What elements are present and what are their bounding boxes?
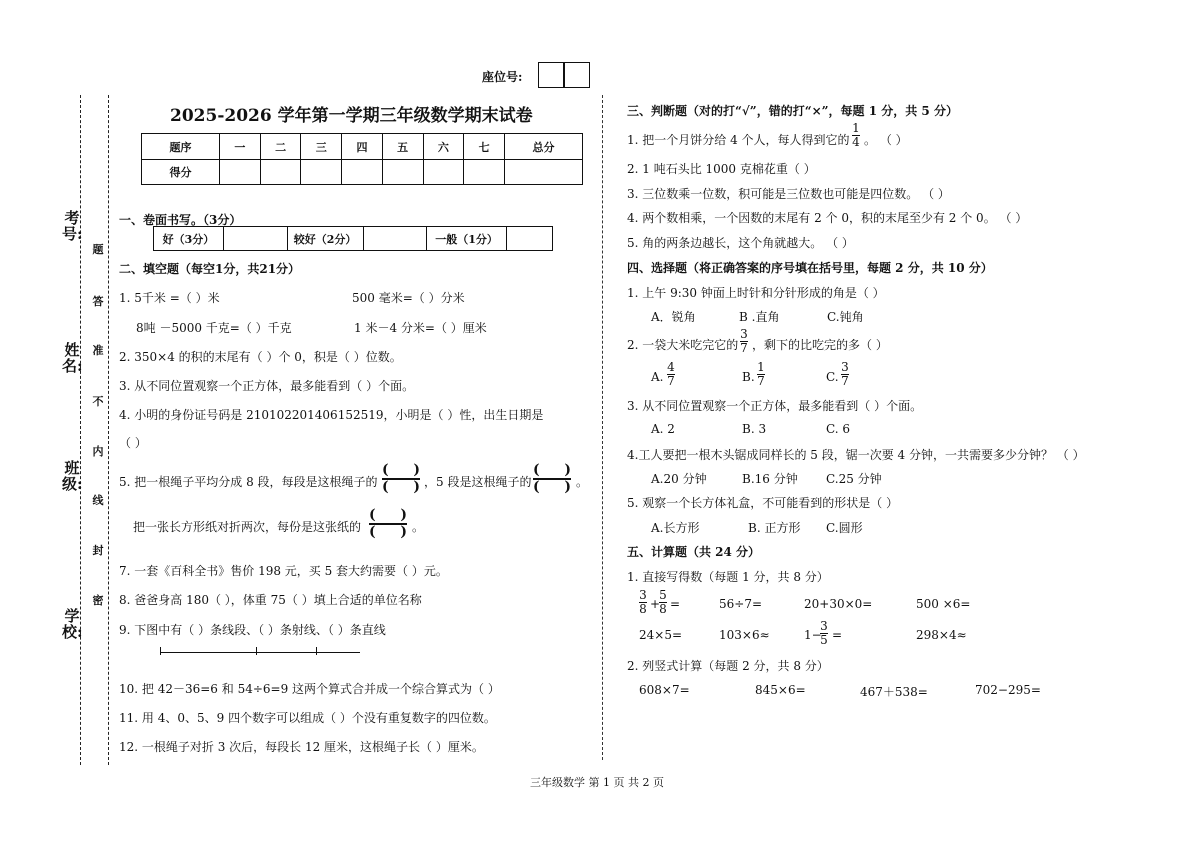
binding-char: 准 — [92, 344, 104, 357]
q2-11: 11. 用 4、0、5、9 四个数字可以组成（ ）个没有重复数字的四位数。 — [119, 711, 496, 725]
q2-10: 10. 把 42－36=6 和 54÷6=9 这两个算式合并成一个综合算式为（ ） — [119, 682, 500, 696]
calc-mixed-whole: 1− — [804, 628, 822, 642]
q3-5: 5. 角的两条边越长，这个角就越大。 （ ） — [627, 236, 854, 250]
fraction-denominator: 8 — [659, 602, 667, 616]
calc-fraction — [820, 620, 828, 647]
score-table — [141, 133, 583, 185]
fraction-denominator: 5 — [820, 633, 828, 647]
score-header: 二 — [260, 134, 301, 160]
fraction-denominator: 7 — [740, 341, 748, 355]
fraction-numerator: 4 — [667, 360, 675, 374]
fraction-numerator: 3 — [740, 327, 748, 341]
q4-5-opt-a: A.长方形 — [651, 521, 700, 535]
calc-item: 56÷7= — [719, 597, 763, 611]
score-header: 七 — [464, 134, 505, 160]
section-3-heading: 三、判断题（对的打“√”，错的打“×”，每题 1 分，共 5 分） — [627, 104, 958, 118]
fraction-denominator: 7 — [841, 374, 849, 388]
calc-item: 500 ×6= — [916, 597, 971, 611]
q9-figure-tick — [160, 647, 161, 655]
paren-right: ) — [413, 479, 420, 495]
score-header: 六 — [423, 134, 464, 160]
q2-12: 12. 一根绳子对折 3 次后，每段长 12 厘米，这根绳子长（ ）厘米。 — [119, 740, 484, 754]
q3-1-end: 。 （ ） — [864, 133, 908, 147]
binding-char: 题 — [92, 243, 104, 256]
calc-item: 24×5= — [639, 628, 683, 642]
q4-4: 4.工人要把一根木头锯成同样长的 5 段，锯一次要 4 分钟，一共需要多少分钟？ （ ） — [627, 448, 1085, 462]
q4-3-opt-a: A. 2 — [651, 422, 675, 436]
binding-char: 线 — [92, 494, 104, 507]
score-cell[interactable] — [220, 160, 261, 185]
q4-2-end: ，剩下的比吃完的多（ ） — [752, 338, 888, 352]
score-cell[interactable] — [342, 160, 383, 185]
q2-5b-pre: 把一张长方形纸对折两次，每份是这张纸的 — [133, 520, 362, 534]
q5-2-heading: 2. 列竖式计算（每题 2 分，共 8 分） — [627, 659, 829, 673]
paren-left: ( — [369, 507, 376, 523]
q4-2-opt-c-fraction — [841, 361, 849, 388]
paren-right: ) — [413, 462, 420, 478]
score-cell[interactable] — [504, 160, 582, 185]
section-5-heading: 五、计算题（共 24 分） — [627, 545, 761, 559]
score-cell[interactable] — [301, 160, 342, 185]
q4-1-opt-b: B .直角 — [739, 310, 780, 324]
q9-figure-line — [160, 652, 360, 653]
q4-2-opt-b-label: B. — [742, 370, 755, 384]
fraction-numerator: 3 — [820, 619, 828, 633]
grade-fair-label: 较好（2分） — [287, 227, 363, 251]
q2-5b-end: 。 — [412, 520, 425, 534]
seat-box-2[interactable] — [564, 62, 590, 88]
fraction-denominator: 8 — [639, 602, 647, 616]
q4-5: 5. 观察一个长方体礼盒，不可能看到的形状是（ ） — [627, 496, 899, 510]
score-header: 一 — [220, 134, 261, 160]
q4-5-opt-b: B. 正方形 — [748, 521, 801, 535]
q4-3-opt-c: C. 6 — [826, 422, 851, 436]
q2-5a-mid: ，5 段是这根绳子的 — [424, 475, 532, 489]
q4-2-opt-c-label: C. — [826, 370, 839, 384]
paren-right: ) — [400, 524, 407, 540]
calc-item: 298×4≈ — [916, 628, 967, 642]
fraction-denominator: 7 — [757, 374, 765, 388]
name-label: 姓名: — [62, 341, 83, 375]
q4-3: 3. 从不同位置观察一个正方体，最多能看到（ ）个面。 — [627, 399, 923, 413]
vertical-calc-item: 608×7= — [639, 683, 690, 697]
q3-2: 2. 1 吨石头比 1000 克棉花重（ ） — [627, 162, 816, 176]
paren-left: ( — [533, 479, 540, 495]
q4-5-opt-c: C.圆形 — [826, 521, 863, 535]
binding-char: 密 — [92, 594, 104, 607]
q2-8: 8. 爸爸身高 180（ ），体重 75（ ）填上合适的单位名称 — [119, 593, 422, 607]
q9-figure-tick — [256, 647, 257, 655]
section-4-heading: 四、选择题（将正确答案的序号填在括号里，每题 2 分，共 10 分） — [627, 261, 993, 275]
paren-left: ( — [382, 479, 389, 495]
calc-fraction — [639, 589, 647, 616]
score-cell[interactable] — [423, 160, 464, 185]
q3-3: 3. 三位数乘一位数，积可能是三位数也可能是四位数。 （ ） — [627, 187, 950, 201]
handwriting-table — [153, 226, 553, 251]
score-cell[interactable] — [260, 160, 301, 185]
q2-7: 7. 一套《百科全书》售价 198 元，买 5 套大约需要（ ）元。 — [119, 564, 448, 578]
q4-2-opt-b-fraction — [757, 361, 765, 388]
plus-sign: + — [650, 597, 661, 611]
q4-2-pre: 2. 一袋大米吃完它的 — [627, 338, 739, 352]
binding-char: 不 — [92, 395, 104, 408]
q2-3: 3. 从不同位置观察一个正方体，最多能看到（ ）个面。 — [119, 379, 415, 393]
column-divider — [602, 95, 603, 760]
blank-fraction[interactable] — [533, 464, 571, 494]
q3-1-pre: 1. 把一个月饼分给 4 个人，每人得到它的 — [627, 133, 850, 147]
fraction-numerator: 3 — [841, 360, 849, 374]
fraction-numerator: 3 — [639, 588, 647, 602]
q4-3-opt-b: B. 3 — [742, 422, 767, 436]
vertical-calc-item: 702−295= — [975, 683, 1041, 697]
vertical-calc-item: 467＋538= — [860, 685, 928, 699]
score-header: 三 — [301, 134, 342, 160]
paren-left: ( — [533, 462, 540, 478]
page-title: 2025-2026 学年第一学期三年级数学期末试卷 — [170, 106, 533, 126]
paren-left: ( — [369, 524, 376, 540]
q5-1-heading: 1. 直接写得数（每题 1 分，共 8 分） — [627, 570, 829, 584]
page-footer: 三年级数学 第 1 页 共 2 页 — [530, 776, 664, 789]
exam-number-label: 考号: — [62, 209, 83, 243]
score-cell[interactable] — [382, 160, 423, 185]
blank-fraction[interactable] — [369, 509, 407, 539]
fraction-numerator: 5 — [659, 588, 667, 602]
q2-4b: （ ） — [119, 436, 147, 450]
score-header: 五 — [382, 134, 423, 160]
q2-2: 2. 350×4 的积的末尾有（ ）个 0，积是（ ）位数。 — [119, 350, 402, 364]
grade-good-cell[interactable] — [223, 227, 287, 251]
section-2-heading: 二、填空题（每空1分，共21分） — [119, 262, 301, 276]
fraction-numerator: 1 — [757, 360, 765, 374]
score-header: 题序 — [142, 134, 220, 160]
q4-4-opt-b: B.16 分钟 — [742, 472, 798, 486]
binding-char: 内 — [92, 445, 104, 458]
q4-1-opt-a: A．锐角 — [651, 310, 696, 324]
paren-left: ( — [382, 462, 389, 478]
q4-4-opt-c: C.25 分钟 — [826, 472, 882, 486]
blank-fraction[interactable] — [382, 464, 420, 494]
q2-9: 9. 下图中有（ ）条线段、（ ）条射线、（ ）条直线 — [119, 623, 386, 637]
q4-2-opt-a-label: A. — [651, 370, 664, 384]
vertical-calc-item: 845×6= — [755, 683, 806, 697]
grade-ok-cell[interactable] — [506, 227, 552, 251]
paren-right: ) — [564, 462, 571, 478]
seat-box-1[interactable] — [538, 62, 564, 88]
q4-1-opt-c: C.钝角 — [827, 310, 864, 324]
binding-char: 答 — [92, 295, 104, 308]
fraction-denominator: 7 — [667, 374, 675, 388]
q4-4-opt-a: A.20 分钟 — [651, 472, 707, 486]
section-1-heading: 一、卷面书写。（3分） — [119, 213, 242, 227]
q4-2-opt-a-fraction — [667, 361, 675, 388]
school-label: 学校: — [62, 607, 83, 641]
q2-1a: 1. 5千米 =（ ）米 — [119, 291, 220, 305]
binding-char: 封 — [92, 544, 104, 557]
grade-good-label: 好（3分） — [154, 227, 224, 251]
equals-sign: = — [832, 628, 843, 642]
q2-5a-pre: 5. 把一根绳子平均分成 8 段，每段是这根绳子的 — [119, 475, 378, 489]
q2-5a-end: 。 — [576, 475, 589, 489]
seat-label: 座位号: — [482, 70, 523, 84]
binding-line-outer — [80, 95, 81, 765]
q4-1: 1. 上午 9:30 钟面上时针和分针形成的角是（ ） — [627, 286, 885, 300]
fraction-numerator: 1 — [852, 121, 860, 135]
calc-fraction — [659, 589, 667, 616]
fraction-denominator: 4 — [852, 135, 860, 149]
class-label: 班级: — [62, 459, 83, 493]
score-cell[interactable] — [464, 160, 505, 185]
paren-right: ) — [400, 507, 407, 523]
calc-item: 20+30×0= — [804, 597, 873, 611]
paren-right: ) — [564, 479, 571, 495]
grade-ok-label: 一般（1分） — [427, 227, 507, 251]
calc-item: 103×6≈ — [719, 628, 770, 642]
score-header: 四 — [342, 134, 383, 160]
q9-figure-tick — [316, 647, 317, 655]
q2-4a: 4. 小明的身份证号码是 210102201406152519，小明是（ ）性，出生日期是 — [119, 408, 544, 422]
q2-1b: 500 毫米=（ ）分米 — [352, 291, 465, 305]
equals-sign: = — [670, 597, 681, 611]
fraction-three-sevenths — [740, 328, 748, 355]
q3-4: 4. 两个数相乘，一个因数的末尾有 2 个 0，积的末尾至少有 2 个 0。 （ ） — [627, 211, 1028, 225]
score-header: 总分 — [504, 134, 582, 160]
q2-1c: 8吨 －5000 千克=（ ）千克 — [136, 321, 292, 335]
q2-1d: 1 米－4 分米=（ ）厘米 — [354, 321, 487, 335]
fraction-one-quarter — [852, 122, 860, 149]
binding-line-inner — [108, 95, 109, 765]
grade-fair-cell[interactable] — [363, 227, 427, 251]
score-row-label: 得分 — [142, 160, 220, 185]
